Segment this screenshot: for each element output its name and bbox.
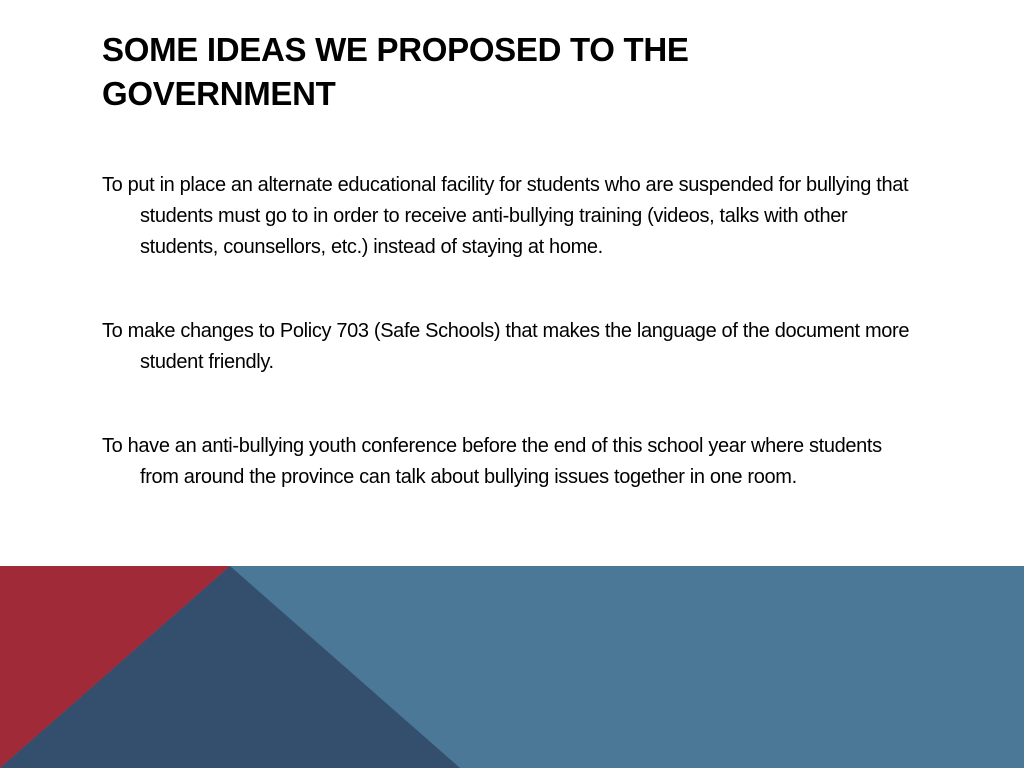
bullet-item-2: To make changes to Policy 703 (Safe Schools) that makes the language of the document more student friendly. [102,320,910,373]
slide-title: SOME IDEAS WE PROPOSED TO THE GOVERNMENT [102,31,689,112]
bullet-list [102,170,922,546]
bullet-item-3: To have an anti-bullying youth conference before the end of this school year where students from around the province can talk about bullying issues together in one room. [102,435,882,488]
decorative-footer [0,566,1024,768]
bullet-item-1: To put in place an alternate educational facility for students who are suspended for bullying that students must go to in order to receive anti-bullying training (videos, talks with other students, counsellors, etc.) instead of staying at home. [102,174,909,258]
